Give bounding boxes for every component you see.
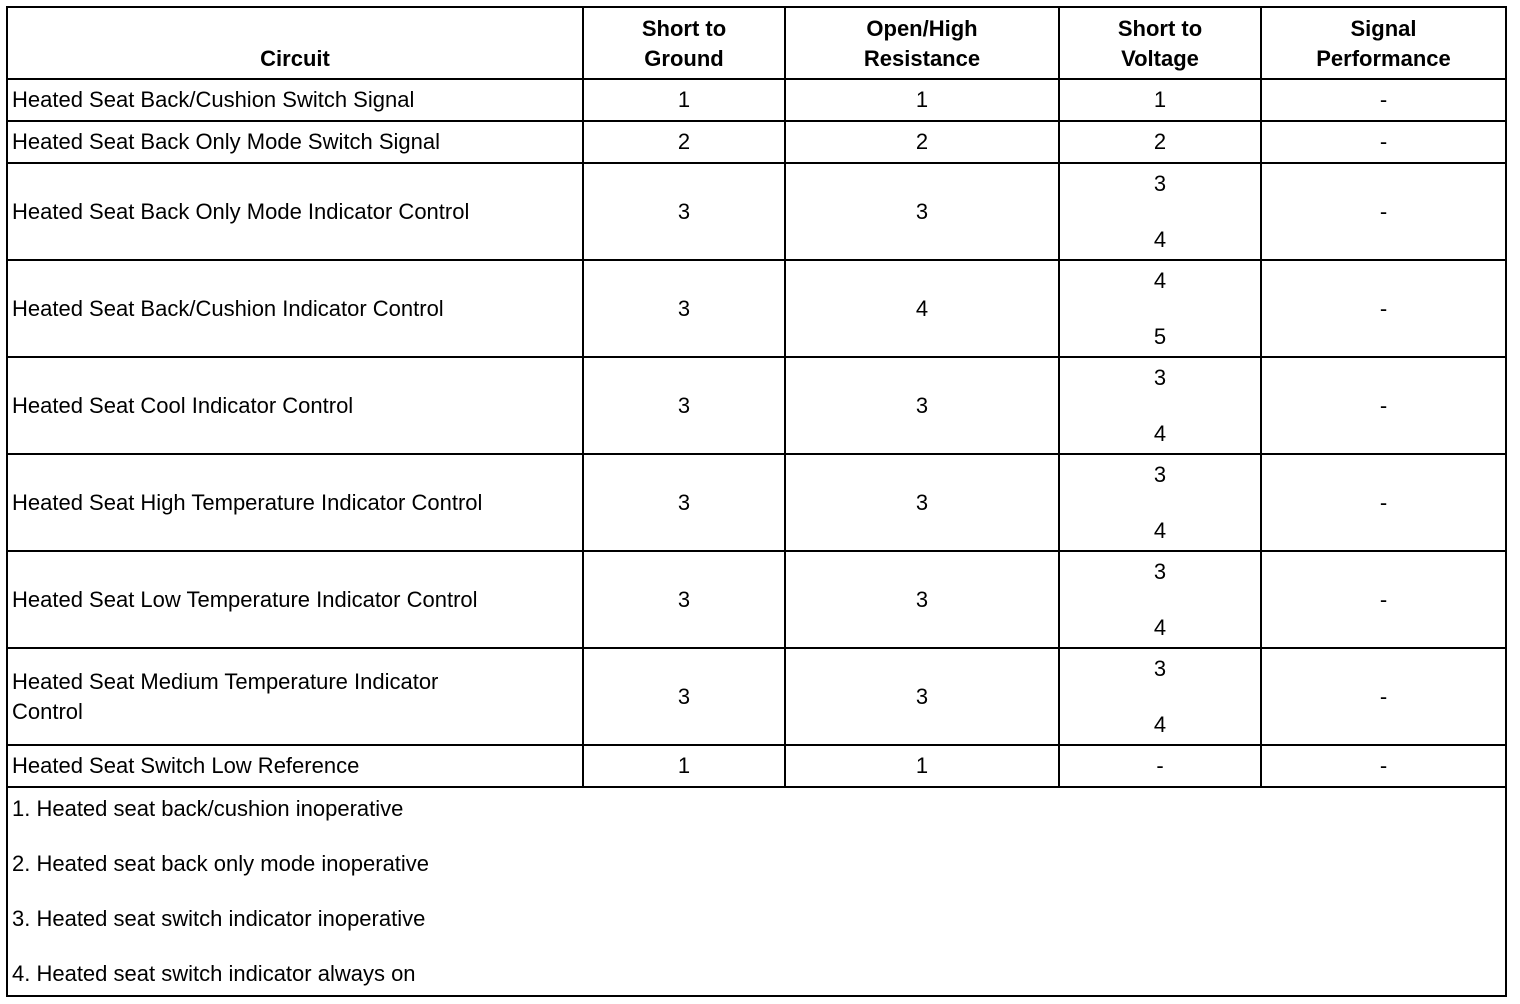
header-open-high-resistance: Open/High Resistance <box>785 7 1059 79</box>
table-row <box>7 121 1506 163</box>
header-signal-performance: Signal Performance <box>1261 7 1506 79</box>
short-to-voltage-value: 3 <box>1153 461 1167 487</box>
table-row <box>7 551 1506 648</box>
note-item: 4. Heated seat switch indicator always on <box>12 961 416 986</box>
signal-performance-value: - <box>1261 745 1506 787</box>
short-to-voltage-value: 4 <box>1153 420 1167 446</box>
circuit-name: Heated Seat Back/Cushion Indicator Control <box>7 260 583 357</box>
short-to-voltage-value: 4 <box>1153 267 1167 293</box>
short-to-voltage-value: 3 <box>1153 364 1167 390</box>
circuit-name: Heated Seat Back Only Mode Switch Signal <box>7 121 583 163</box>
open-high-value: 2 <box>785 121 1059 163</box>
signal-performance-value: - <box>1261 79 1506 121</box>
short-to-voltage-cell <box>1059 454 1261 551</box>
header-short-to-voltage: Short to Voltage <box>1059 7 1261 79</box>
circuit-name: Heated Seat Low Temperature Indicator Control <box>7 551 583 648</box>
short-to-voltage-value: 4 <box>1153 517 1167 543</box>
short-to-ground-value: 3 <box>583 357 785 454</box>
circuit-name: Heated Seat Back/Cushion Switch Signal <box>7 79 583 121</box>
header-short-to-ground: Short to Ground <box>583 7 785 79</box>
header-row <box>7 7 1506 79</box>
short-to-voltage-value: 4 <box>1153 614 1167 640</box>
short-to-voltage-cell <box>1059 260 1261 357</box>
short-to-ground-value: 3 <box>583 454 785 551</box>
table-row <box>7 79 1506 121</box>
signal-performance-value: - <box>1261 551 1506 648</box>
table-row <box>7 163 1506 260</box>
open-high-value: 3 <box>785 648 1059 745</box>
circuit-name: Heated Seat Switch Low Reference <box>7 745 583 787</box>
short-to-voltage-cell <box>1059 357 1261 454</box>
short-to-voltage-cell <box>1059 163 1261 260</box>
short-to-voltage-value: 1 <box>1059 79 1261 121</box>
open-high-value: 1 <box>785 745 1059 787</box>
circuit-name: Heated Seat High Temperature Indicator Control <box>7 454 583 551</box>
short-to-voltage-value: 3 <box>1153 558 1167 584</box>
header-circuit: Circuit <box>7 7 583 79</box>
signal-performance-value: - <box>1261 357 1506 454</box>
open-high-value: 3 <box>785 357 1059 454</box>
table-row <box>7 648 1506 745</box>
short-to-ground-value: 3 <box>583 260 785 357</box>
signal-performance-value: - <box>1261 648 1506 745</box>
table-row <box>7 260 1506 357</box>
signal-performance-value: - <box>1261 454 1506 551</box>
short-to-ground-value: 1 <box>583 79 785 121</box>
signal-performance-value: - <box>1261 163 1506 260</box>
table-row <box>7 357 1506 454</box>
circuit-name: Heated Seat Cool Indicator Control <box>7 357 583 454</box>
notes-row <box>7 787 1506 996</box>
short-to-ground-value: 1 <box>583 745 785 787</box>
open-high-value: 3 <box>785 551 1059 648</box>
open-high-value: 3 <box>785 163 1059 260</box>
short-to-voltage-cell <box>1059 648 1261 745</box>
short-to-voltage-value: 4 <box>1153 711 1167 737</box>
circuit-diagnostic-table <box>6 6 1507 997</box>
short-to-voltage-value: 2 <box>1059 121 1261 163</box>
short-to-voltage-value: - <box>1059 745 1261 787</box>
note-item: 2. Heated seat back only mode inoperative <box>12 851 430 876</box>
short-to-voltage-cell <box>1059 551 1261 648</box>
table-row <box>7 745 1506 787</box>
signal-performance-value: - <box>1261 121 1506 163</box>
short-to-voltage-value: 5 <box>1153 323 1167 349</box>
notes-cell <box>7 787 1506 996</box>
note-item: 3. Heated seat switch indicator inoperative <box>12 906 426 931</box>
short-to-ground-value: 2 <box>583 121 785 163</box>
circuit-name: Heated Seat Back Only Mode Indicator Control <box>7 163 583 260</box>
table-row <box>7 454 1506 551</box>
short-to-voltage-value: 4 <box>1153 226 1167 252</box>
short-to-ground-value: 3 <box>583 163 785 260</box>
open-high-value: 4 <box>785 260 1059 357</box>
signal-performance-value: - <box>1261 260 1506 357</box>
open-high-value: 3 <box>785 454 1059 551</box>
circuit-name: Heated Seat Medium Temperature Indicator Control <box>7 648 583 745</box>
short-to-voltage-value: 3 <box>1153 655 1167 681</box>
short-to-voltage-value: 3 <box>1153 170 1167 196</box>
open-high-value: 1 <box>785 79 1059 121</box>
short-to-ground-value: 3 <box>583 648 785 745</box>
short-to-ground-value: 3 <box>583 551 785 648</box>
note-item: 1. Heated seat back/cushion inoperative <box>12 796 404 821</box>
